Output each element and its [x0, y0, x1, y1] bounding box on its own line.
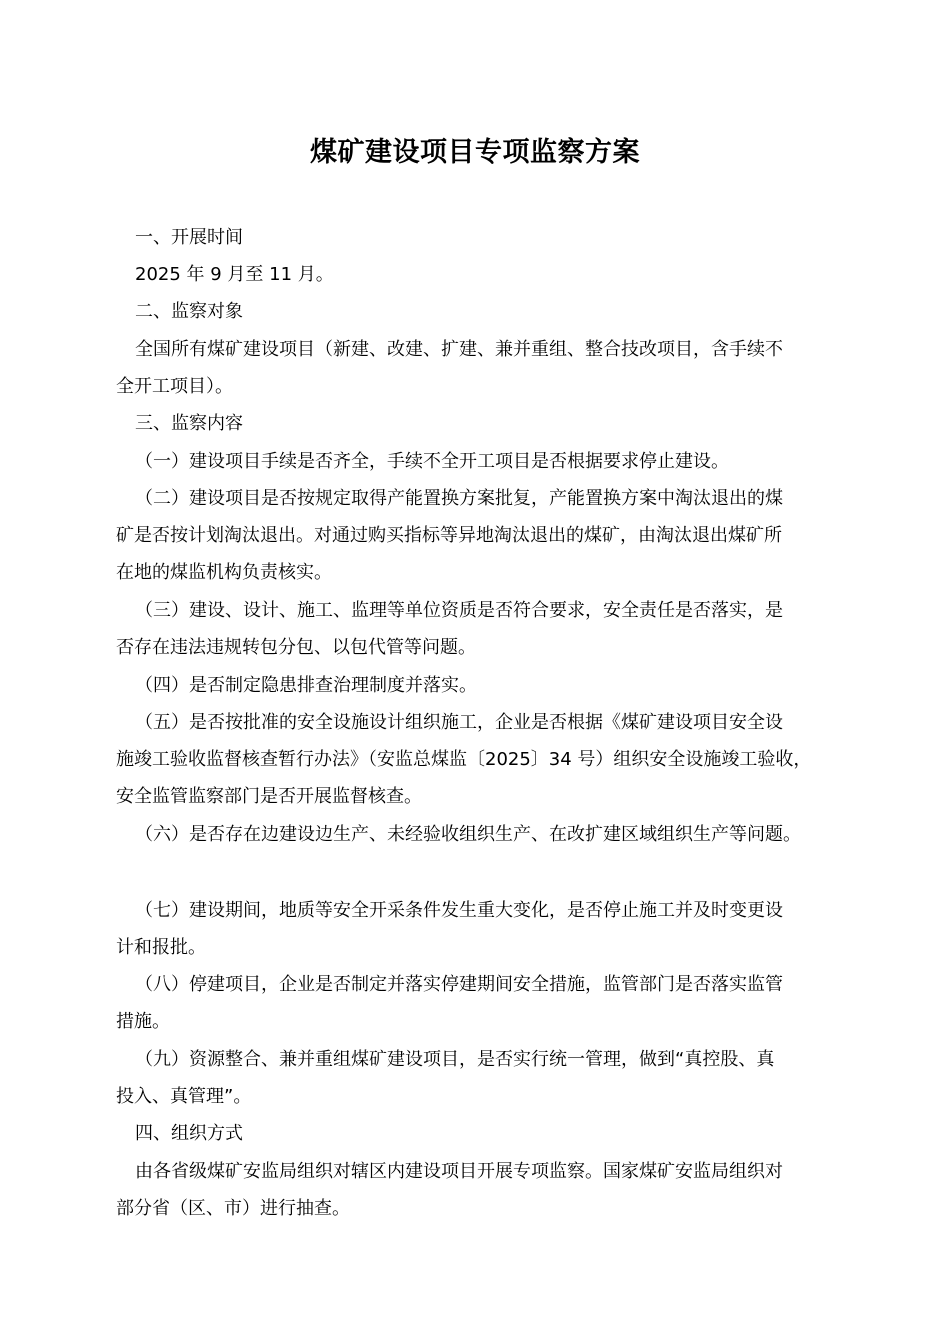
paragraph-target-line-1: 全国所有煤矿建设项目（新建、改建、扩建、兼并重组、整合技改项目，含手续不: [135, 339, 783, 360]
item-6: （六）是否存在边建设边生产、未经验收组织生产、在改扩建区域组织生产等问题。: [135, 824, 801, 845]
paragraph-organization-line-2: 部分省（区、市）进行抽查。: [116, 1198, 350, 1219]
document-title: 煤矿建设项目专项监察方案: [310, 137, 640, 168]
item-5-line-1: （五）是否按批准的安全设施设计组织施工，企业是否根据《煤矿建设项目安全设: [135, 712, 783, 733]
paragraph-time: 2025 年 9 月至 11 月。: [135, 264, 334, 285]
section-heading-content: 三、监察内容: [135, 413, 243, 434]
item-2-line-3: 在地的煤监机构负责核实。: [116, 562, 332, 583]
section-heading-organization: 四、组织方式: [135, 1123, 243, 1144]
item-4: （四）是否制定隐患排查治理制度并落实。: [135, 675, 477, 696]
item-2-line-2: 矿是否按计划淘汰退出。对通过购买指标等异地淘汰退出的煤矿，由淘汰退出煤矿所: [116, 525, 782, 546]
item-9-line-1: （九）资源整合、兼并重组煤矿建设项目，是否实行统一管理，做到“真控股、真: [135, 1049, 775, 1070]
section-heading-time: 一、开展时间: [135, 227, 243, 248]
item-3-line-1: （三）建设、设计、施工、监理等单位资质是否符合要求，安全责任是否落实，是: [135, 600, 783, 621]
paragraph-organization-line-1: 由各省级煤矿安监局组织对辖区内建设项目开展专项监察。国家煤矿安监局组织对: [135, 1161, 783, 1182]
item-9-line-2: 投入、真管理”。: [116, 1086, 252, 1107]
item-7-line-2: 计和报批。: [116, 937, 206, 958]
paragraph-target-line-2: 全开工项目）。: [116, 376, 233, 397]
item-8-line-2: 措施。: [116, 1011, 170, 1032]
item-5-line-2: 施竣工验收监督核查暂行办法》（安监总煤监〔2025〕34 号）组织安全设施竣工验收，: [116, 749, 812, 770]
item-2-line-1: （二）建设项目是否按规定取得产能置换方案批复，产能置换方案中淘汰退出的煤: [135, 488, 783, 509]
item-3-line-2: 否存在违法违规转包分包、以包代管等问题。: [116, 637, 476, 658]
item-1: （一）建设项目手续是否齐全，手续不全开工项目是否根据要求停止建设。: [135, 451, 729, 472]
item-8-line-1: （八）停建项目，企业是否制定并落实停建期间安全措施，监管部门是否落实监管: [135, 974, 783, 995]
item-7-line-1: （七）建设期间，地质等安全开采条件发生重大变化，是否停止施工并及时变更设: [135, 900, 783, 921]
section-heading-target: 二、监察对象: [135, 301, 243, 322]
item-5-line-3: 安全监管监察部门是否开展监督核查。: [116, 786, 422, 807]
